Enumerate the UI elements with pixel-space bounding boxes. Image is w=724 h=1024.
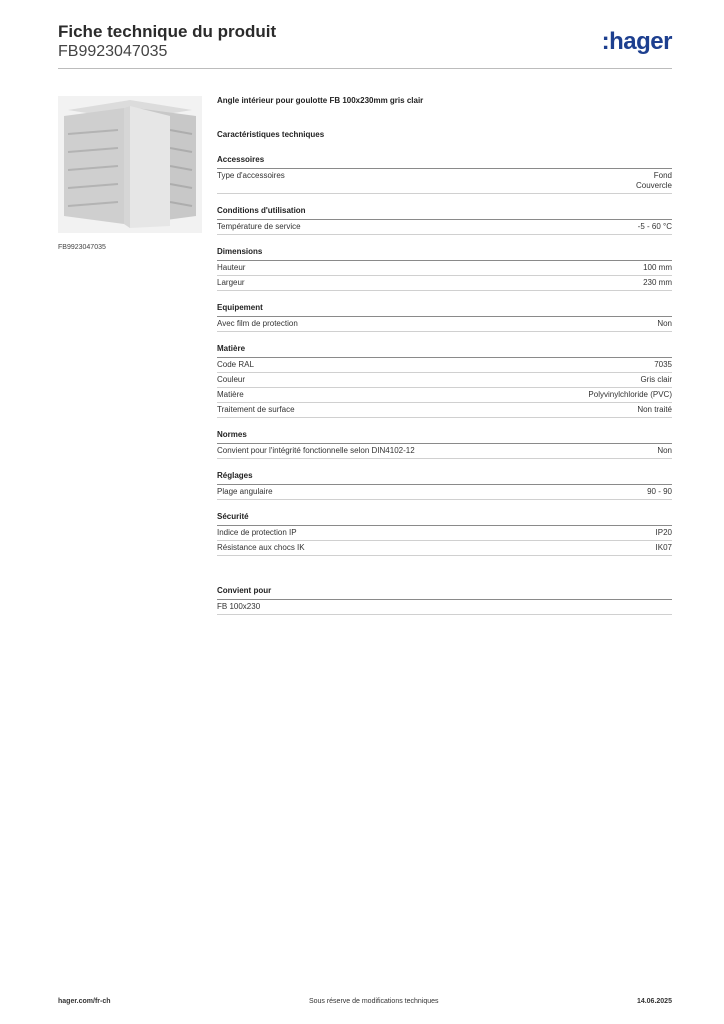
product-reference: FB9923047035	[58, 43, 168, 60]
spec-label: Résistance aux chocs IK	[217, 543, 305, 552]
fits-section	[217, 585, 672, 615]
spec-row	[217, 220, 672, 235]
section-title: Accessoires	[217, 154, 672, 169]
document-header	[58, 22, 276, 61]
spec-label: Code RAL	[217, 360, 254, 369]
product-image	[58, 96, 202, 233]
spec-label: Température de service	[217, 222, 301, 231]
spec-value-line: IK07	[655, 543, 672, 552]
spec-value-line: Non traité	[637, 405, 672, 414]
footer-notice: Sous réserve de modifications techniques	[308, 998, 439, 1005]
spec-section	[217, 246, 672, 291]
spec-row	[217, 388, 672, 403]
spec-row	[217, 541, 672, 556]
spec-row	[217, 485, 672, 500]
spec-value-line: 230 mm	[643, 278, 672, 287]
spec-row	[217, 526, 672, 541]
spec-value	[656, 528, 672, 538]
spec-value-line: Couvercle	[635, 181, 672, 190]
spec-row	[217, 444, 672, 459]
characteristics-title: Caractéristiques techniques	[217, 130, 325, 139]
spec-row	[217, 169, 672, 194]
spec-value-line: Polyvinylchloride (PVC)	[588, 390, 672, 399]
spec-value-line: Non	[657, 319, 672, 328]
spec-value-line: Fond	[653, 171, 672, 180]
page-footer	[58, 998, 672, 1005]
spec-value	[637, 405, 672, 415]
spec-value	[640, 375, 672, 385]
spec-section	[217, 470, 672, 500]
section-title: Réglages	[217, 470, 672, 485]
product-description: Angle intérieur pour goulotte FB 100x230mm gris clair	[217, 96, 424, 105]
page-title: Fiche technique du produit	[58, 22, 277, 41]
spec-row	[217, 358, 672, 373]
spec-section	[217, 343, 672, 418]
spec-value	[657, 446, 672, 456]
spec-value-line: 7035	[654, 360, 672, 369]
spec-label: Avec film de protection	[217, 319, 298, 328]
spec-label: Indice de protection IP	[217, 528, 297, 537]
spec-value	[638, 222, 672, 232]
spec-value-line: Gris clair	[640, 375, 672, 384]
spec-label: Couleur	[217, 375, 246, 384]
spec-value-line: 100 mm	[643, 263, 672, 272]
spec-label: Plage angulaire	[217, 487, 273, 496]
section-title: Dimensions	[217, 246, 672, 261]
spec-row	[217, 276, 672, 291]
spec-section	[217, 154, 672, 194]
spec-content	[217, 96, 672, 615]
spec-row	[217, 403, 672, 418]
section-title: Matière	[217, 343, 672, 358]
spec-label: Convient pour l'intégrité fonctionnelle selon DIN4102-12	[217, 446, 415, 455]
spec-label: Type d'accessoires	[217, 171, 285, 180]
fits-title: Convient pour	[217, 585, 672, 600]
spec-value-line: Non	[657, 446, 672, 455]
section-title: Equipement	[217, 302, 672, 317]
spec-value-line: -5 - 60 °C	[637, 222, 672, 231]
spec-value	[654, 360, 672, 370]
spec-label: Matière	[217, 390, 244, 399]
corner-duct-image	[58, 96, 202, 233]
fits-item-label: FB 100x230	[217, 602, 261, 611]
spec-section	[217, 302, 672, 332]
logo-text: :hager	[601, 28, 672, 55]
header-divider	[58, 68, 672, 69]
image-caption: FB9923047035	[58, 244, 106, 251]
spec-value	[647, 487, 672, 497]
spec-label: Hauteur	[217, 263, 246, 272]
spec-value-line: 90 - 90	[647, 487, 672, 496]
spec-value	[643, 278, 672, 288]
footer-date: 14.06.2025	[636, 998, 672, 1005]
spec-row	[217, 317, 672, 332]
spec-value	[656, 543, 672, 553]
spec-section	[217, 511, 672, 556]
spec-row	[217, 373, 672, 388]
spec-value	[636, 171, 672, 191]
fits-item	[217, 600, 672, 615]
spec-value-line: IP20	[655, 528, 672, 537]
spec-section	[217, 205, 672, 235]
section-title: Sécurité	[217, 511, 672, 526]
spec-label: Traitement de surface	[217, 405, 295, 414]
spec-label: Largeur	[217, 278, 245, 287]
spec-row	[217, 261, 672, 276]
spec-value	[588, 390, 672, 400]
spec-sections	[217, 154, 672, 556]
spec-value	[657, 319, 672, 329]
section-title: Conditions d'utilisation	[217, 205, 672, 220]
spec-value	[643, 263, 672, 273]
section-title: Normes	[217, 429, 672, 444]
footer-website-link[interactable]: hager.com/fr-ch	[58, 998, 111, 1005]
hager-logo[interactable]	[602, 28, 672, 56]
spec-section	[217, 429, 672, 459]
